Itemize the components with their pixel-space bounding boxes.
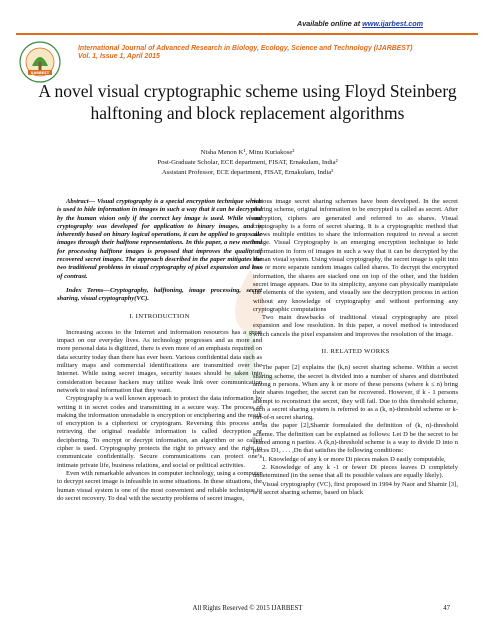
section-heading-introduction: I. INTRODUCTION [129, 312, 190, 320]
index-terms [57, 287, 262, 304]
paragraph: Two main drawbacks of traditional visual cryptography are pixel expansion and low resolution. In this paper, a novel method is introduced which cancels the pixel expansion and improves the resolution of the image. [253, 314, 458, 338]
section-heading-related-works: II. RELATED WORKS [321, 348, 390, 356]
footer-rights: All Rights Reserved © 2015 IJARBEST [192, 605, 303, 612]
abstract [57, 198, 262, 281]
abstract-text: — Visual cryptography is a special encryption technique which is used to hide information in images in such a way that it can be decrypted by the human vision only if the correct key image is used. While visual cryptography was developed for application to binary images, and is inherently based on binary logical operations, it can be applied to grayscale images through their halftone representations. In this paper, a new method for processing halftone images is proposed that improves the quality of recovered secret images. The approach described in the paper mitigates the two traditional problems in visual cryptography of pixel expansion and loss of contrast. [57, 198, 262, 280]
index-terms-label: Index Terms [66, 286, 104, 294]
journal-line-1: International Journal of Advanced Research in Biology, Ecology, Science and Technology (IJARBEST) [78, 45, 413, 52]
left-column [57, 198, 262, 503]
paper-title: A novel visual cryptographic scheme using Floyd Steinberg halftoning and block replacement algorithms [38, 81, 457, 123]
availability-line [297, 19, 423, 28]
journal-name [78, 45, 478, 62]
paragraph: The paper [2] explains the (k,n) secret sharing scheme. Within a secret sharing scheme, the secret is divided into a number of shares and distributed among n persons. When any k or more of these persons (where k ≤ n) bring their shares together, the secret can be recovered. However, if k - 1 persons attempt to reconstruct the secret, they will fail. Due to this threshold scheme, such a secret sharing system is referred to as a (k, n)-threshold scheme or k-out-of-n secret sharing. [253, 364, 458, 422]
paragraph: Increasing access to the Internet and information resources has a great impact on our everyday lives. As technology progresses and as more and more personal data is digitized, there is even more of an emphasis required on data security today than there has ever been. Various confidential data such as military maps and commercial identifications are transmitted over the Internet. While using secret images, security issues should be taken into consideration because hackers may utilize weak link over communication network to steal information that they want. [57, 328, 262, 394]
author-block [30, 148, 465, 178]
abstract-label: Abstract [66, 198, 89, 205]
paragraph: various image secret sharing schemes have been developed. In the secret sharing scheme, original information to be encrypted is called as secret. After encryption, ciphers are generated and referred to as shares. Visual cryptography is a form of secret sharing. It is a cryptographic method that allows multiple entities to share the information required to reveal a secret image. Visual Cryptography is an emerging encryption technique to hide information in form of images in such a way that it can be decrypted by the human visual system. Using visual cryptography, the secret image is split into two or more separate random images called shares. To decrypt the encrypted information, the shares are stacked one on top of the other, and the hidden secret image appears. Due to its simplicity, anyone can physically manipulate the elements of the system, and visually see the decryption process in action without any knowledge of cryptography and without performing any cryptographic computations [253, 198, 458, 313]
header-rule [16, 33, 478, 35]
page-number: 47 [443, 605, 450, 612]
paragraph: Cryptography is a well known approach to protect the data information by writing it in secret codes and transmitting in a secure way. The process of making the information unreadable is encryption or enciphering and the result of encryption is a ciphertext or cryptogram. Reversing this process and retrieving the original readable information is called decryption or deciphering. To encrypt or decrypt information, an algorithm or so called cipher is used. Cryptography protects the right to privacy and the right to communicate confidentially. Secure communications can protect one’s intimate private life, business relations, and social or political activities. [57, 395, 262, 469]
list-item: 1. Knowledge of any k or more Di pieces makes D easily computable, [262, 455, 446, 463]
affiliation-2: Assistant Professor, ECE department, FISAT, Ernakulam, India¹ [161, 169, 334, 176]
journal-logo [18, 40, 62, 84]
logo-text: IJARBEST [30, 71, 50, 75]
index-terms-text: —Cryptography, halftoning, image processing, secret sharing, visual cryptography(VC). [57, 286, 262, 303]
available-prefix: Available online at [297, 19, 363, 28]
paragraph: Even with remarkable advances in computer technology, using a computer to decrypt secret image is infeasible in some situations. In these situations, the human visual system is one of the most convenient and reliable technique to do secret recovery. To deal with the security problems of secret images, [57, 469, 262, 502]
journal-line-2: Vol. 1, Issue 1, April 2015 [78, 53, 160, 61]
paragraph: Visual cryptography (VC), first proposed in 1994 by Naor and Shamir [3], is a secret sharing scheme, based on black [253, 480, 458, 496]
journal-url-link[interactable]: www.ijarbest.com [362, 19, 423, 28]
list-item: 2. Knowledge of any k -1 or fewer Di pieces leaves D completely undetermined (in the sense that all its possible values are equally likely). [253, 463, 458, 480]
author-names: Nisha Menon K¹, Minu Kuriakose² [200, 149, 295, 156]
paragraph: In the paper [2],Shamir formulated the definition of (k, n)-threshold scheme. The definition can be explained as follows: Let D be the secret to be shared among n parties. A (k,n)-threshold scheme is a way to divide D into n pieces D1, . . . ,Dn that satisfies the following conditions: [253, 422, 458, 455]
affiliation-1: Post-Graduate Scholar, ECE department, FISAT, Ernakulam, India² [157, 159, 338, 166]
right-column [253, 198, 458, 497]
